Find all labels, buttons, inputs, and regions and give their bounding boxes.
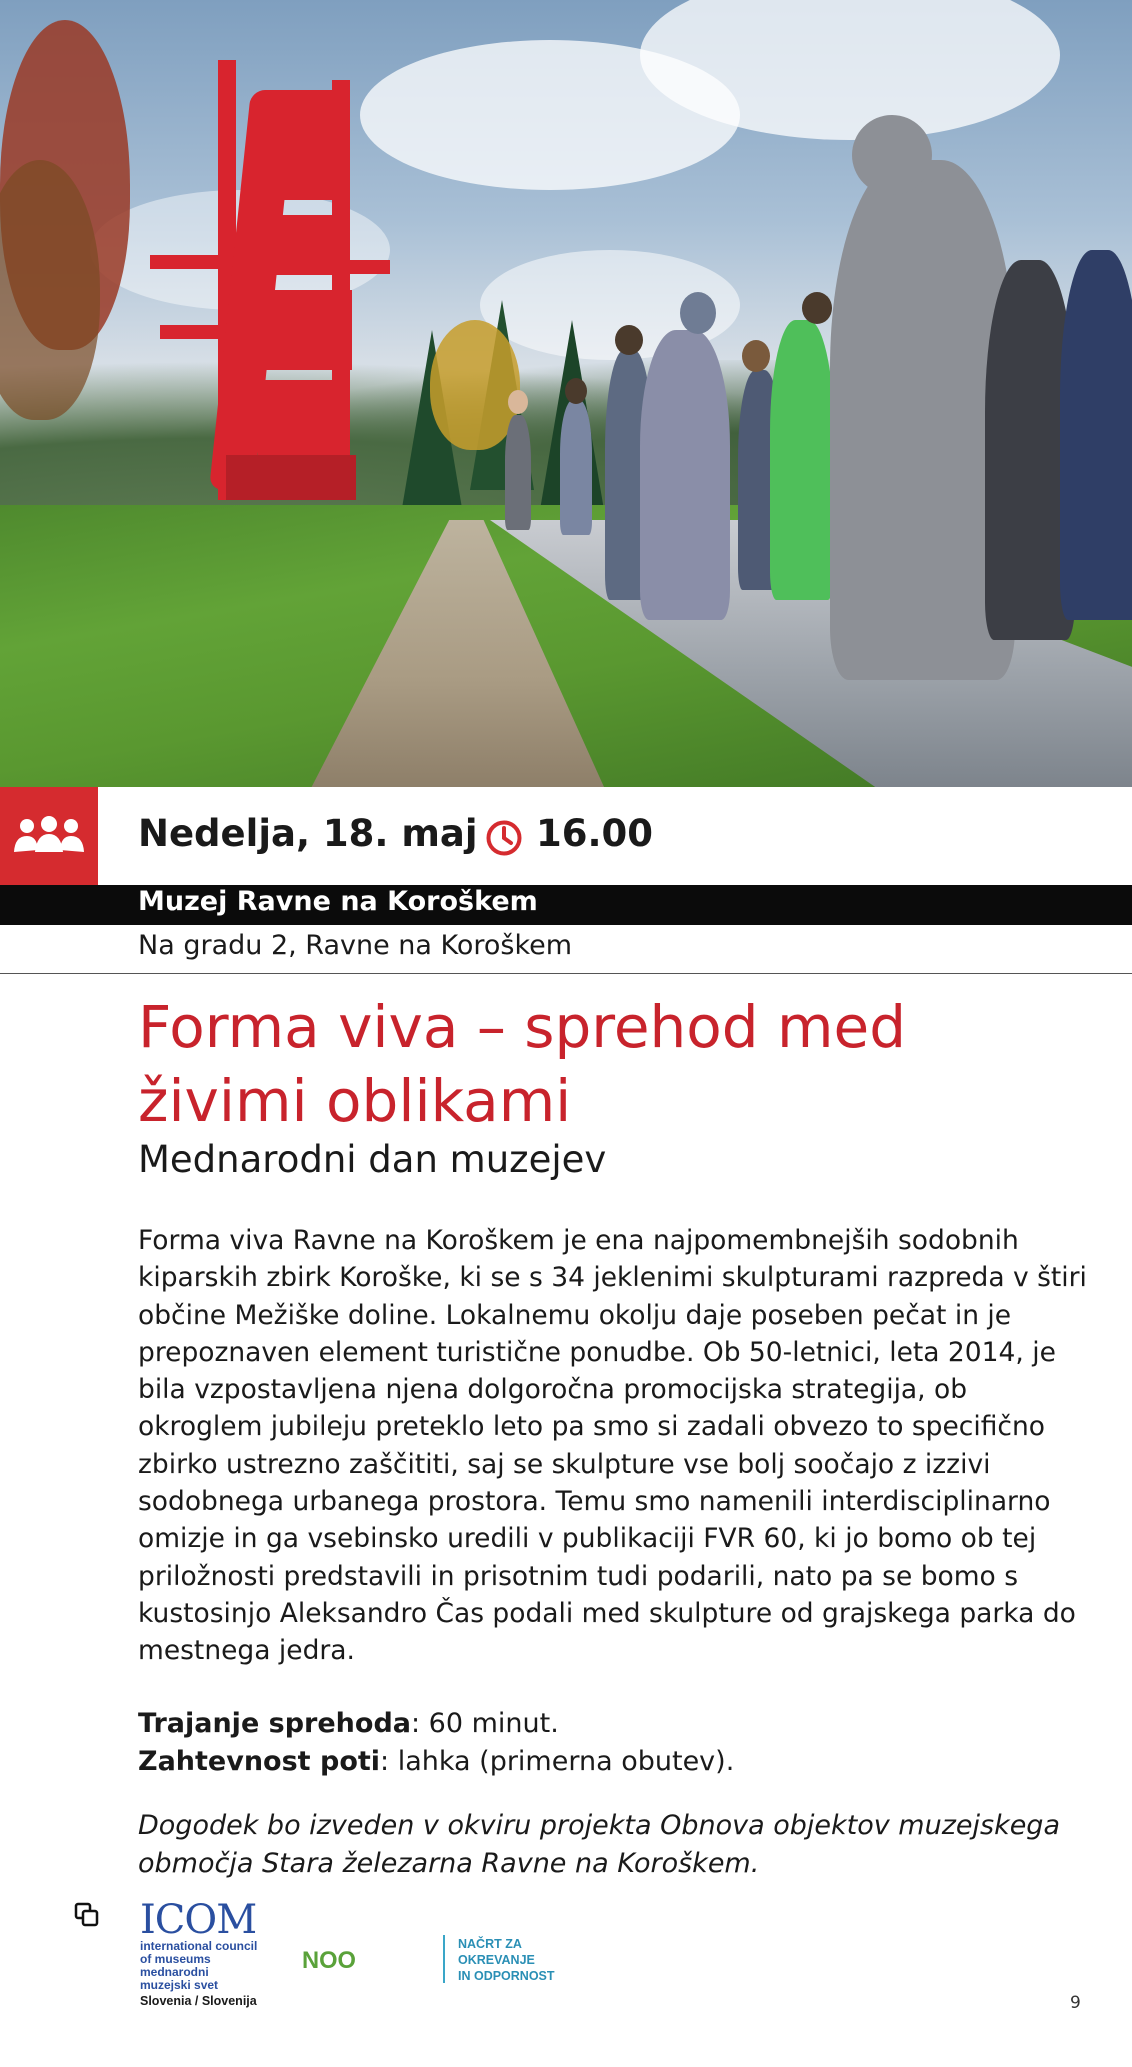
icom-line: of museums (140, 1952, 211, 1966)
difficulty-value: : lahka (primerna obutev). (380, 1746, 735, 1777)
group-icon (11, 816, 87, 856)
event-type-badge (0, 787, 98, 885)
event-time: 16.00 (536, 812, 654, 855)
duration-line (138, 1708, 1088, 1739)
icom-name-lines (140, 1940, 290, 1992)
divider (0, 973, 1132, 974)
noo-tagline (458, 1936, 555, 1984)
event-date: Nedelja, 18. maj (138, 812, 478, 855)
icom-mark: ICOM (140, 1897, 257, 1943)
icom-line: mednarodni (140, 1965, 209, 1979)
noo-line: IN ODPORNOST (458, 1969, 555, 1983)
difficulty-label: Zahtevnost poti (138, 1746, 381, 1777)
icom-logo (140, 1897, 290, 2008)
icom-line: muzejski svet (140, 1978, 219, 1992)
event-description: Forma viva Ravne na Koroškem je ena najpomembnejših sodobnih kiparskih zbirk Koroške, ki se s 34 jeklenimi skulpturami razpreda v štiri občine Mežiške doline. Lokalnemu okolju daje poseben pečat in je prepoznaven element turistične ponudbe. Ob 50-letnici, leta 2014, je bila vzpostavljena njena dolgoročna promocijska strategija, ob okroglem jubileju preteklo leto pa smo si zadali obvezo to specifično zbirko ustrezno zaščititi, saj se skulpture vse bolj soočajo z izzivi sodobnega urbanega prostora. Temu smo namenili interdisciplinarno omizje in ga vsebinsko uredili v publikaciji FVR 60, ki jo bomo ob tej priložnosti predstavili in prisotnim tudi podarili, nato pa se bomo s kustosinjo Aleksandro Čas podali med skulpture od grajskega parka do mestnega jedra. (138, 1225, 1087, 1667)
difficulty-line (138, 1746, 1088, 1777)
duration-value: : 60 minut. (411, 1708, 559, 1739)
project-note: Dogodek bo izveden v okviru projekta Obnova objektov muzejskega območja Stara železarna Ravne na Koroškem. (138, 1810, 1060, 1879)
noo-line: NAČRT ZA (458, 1937, 522, 1951)
copy-icon[interactable] (74, 1902, 100, 1928)
event-subtitle: Mednarodni dan muzejev (138, 1138, 607, 1181)
noo-separator (443, 1935, 445, 1983)
icom-country: Slovenia / Slovenija (140, 1994, 257, 2008)
noo-mark: NOO (302, 1948, 356, 1975)
hero-photo (0, 0, 1132, 787)
noo-logo (302, 1935, 442, 1985)
venue-name: Muzej Ravne na Koroškem (138, 886, 538, 917)
event-title: Forma viva – sprehod med živimi oblikami (138, 993, 907, 1135)
page-number: 9 (1070, 1993, 1081, 2013)
duration-label: Trajanje sprehoda (138, 1708, 411, 1739)
noo-line: OKREVANJE (458, 1953, 535, 1967)
icom-line: international council (140, 1939, 258, 1953)
venue-address: Na gradu 2, Ravne na Koroškem (138, 930, 573, 961)
clock-icon (485, 819, 523, 857)
